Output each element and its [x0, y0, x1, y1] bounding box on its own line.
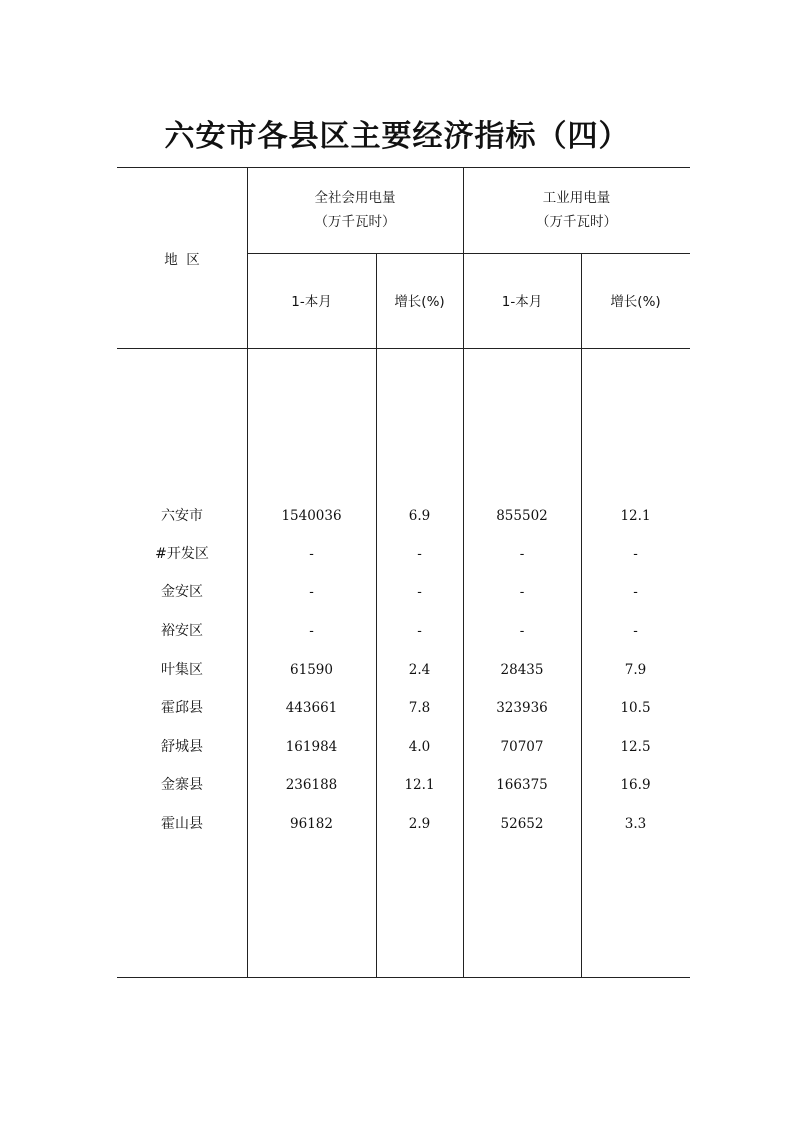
row-industry: 70707 [500, 739, 544, 755]
row-total: 1540036 [281, 508, 342, 524]
row-total-growth: 6.9 [408, 508, 431, 524]
row-total-growth: 4.0 [408, 739, 431, 755]
row-industry: - [519, 584, 525, 600]
row-total-growth: 2.4 [408, 662, 431, 678]
column-divider-industry-growth [581, 253, 582, 977]
header-group-total [247, 186, 463, 234]
row-total: 96182 [290, 816, 333, 832]
table-top-rule [117, 167, 690, 168]
header-group-total-unit: （万千瓦时） [314, 214, 396, 230]
row-industry-growth: - [633, 623, 638, 639]
row-industry: 323936 [496, 700, 548, 716]
row-region: #开发区 [155, 546, 209, 562]
row-total-growth: 7.8 [408, 700, 431, 716]
header-industry-cumulative: 1-本月 [501, 294, 543, 310]
row-total: 236188 [285, 777, 338, 793]
header-bottom-rule [117, 348, 690, 349]
row-industry: - [519, 623, 525, 639]
row-total: - [309, 623, 314, 639]
row-region: 舒城县 [161, 739, 203, 755]
header-group-total-name: 全社会用电量 [314, 190, 396, 206]
row-industry-growth: - [633, 546, 638, 562]
row-total: 443661 [285, 700, 338, 716]
row-total-growth: - [417, 584, 422, 600]
header-total-growth: 增长(%) [394, 294, 445, 310]
row-industry-growth: - [633, 584, 638, 600]
row-industry-growth: 12.1 [620, 508, 651, 524]
row-total: 161984 [285, 739, 338, 755]
table-bottom-rule [117, 977, 690, 978]
row-total-growth: 2.9 [408, 816, 431, 832]
header-group-industry-name: 工业用电量 [542, 190, 611, 206]
row-total-growth: - [417, 546, 422, 562]
row-industry-growth: 7.9 [624, 662, 647, 678]
header-group-industry-unit: （万千瓦时） [536, 214, 617, 230]
row-region: 金寨县 [161, 777, 203, 793]
row-total-growth: 12.1 [404, 777, 435, 793]
column-divider-region [247, 167, 248, 977]
row-industry: 166375 [496, 777, 548, 793]
row-region: 六安市 [161, 508, 203, 524]
row-industry-growth: 16.9 [620, 777, 651, 793]
row-industry-growth: 10.5 [620, 700, 651, 716]
header-industry-growth: 增长(%) [610, 294, 661, 310]
row-total-growth: - [417, 623, 422, 639]
header-region: 地 区 [164, 252, 200, 268]
row-region: 霍邱县 [161, 700, 203, 716]
row-total: - [309, 546, 314, 562]
row-region: 霍山县 [161, 816, 203, 832]
header-group-rule [247, 253, 690, 254]
header-group-industry [463, 186, 690, 234]
row-industry: 28435 [500, 662, 544, 678]
column-divider-total-growth [376, 253, 377, 977]
row-industry: 52652 [500, 816, 544, 832]
row-total: - [309, 584, 314, 600]
header-total-cumulative: 1-本月 [291, 294, 332, 310]
row-region: 金安区 [161, 584, 203, 600]
row-industry: 855502 [496, 508, 548, 524]
row-region: 叶集区 [161, 662, 203, 678]
row-industry: - [519, 546, 525, 562]
page-title: 六安市各县区主要经济指标（四） [164, 119, 630, 154]
row-industry-growth: 12.5 [620, 739, 651, 755]
row-total: 61590 [290, 662, 333, 678]
row-industry-growth: 3.3 [624, 816, 647, 832]
column-divider-group [463, 167, 464, 977]
row-region: 裕安区 [161, 623, 203, 639]
